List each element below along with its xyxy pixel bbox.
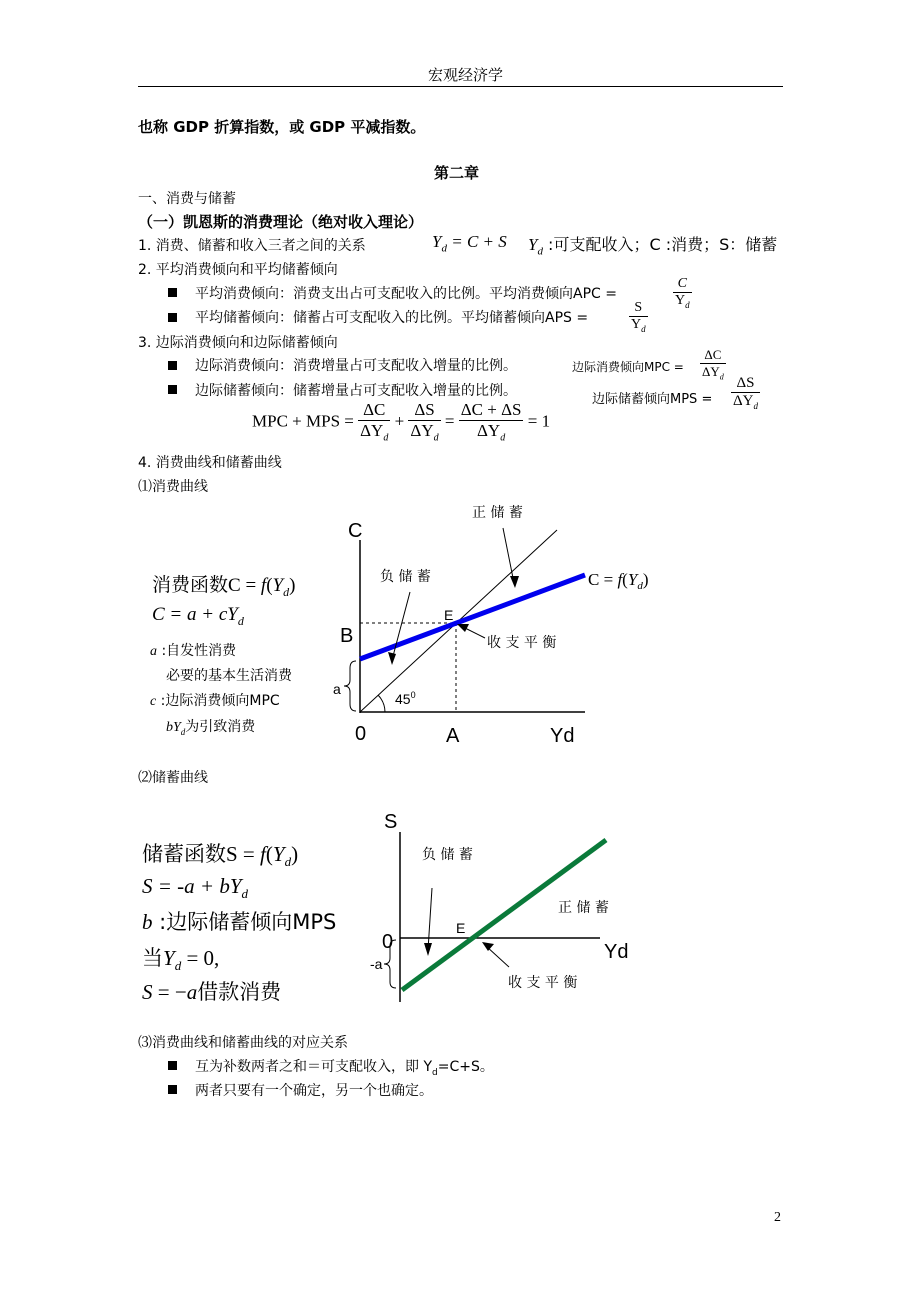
- consumption-func2: $C = a + cY_d$: [152, 604, 244, 628]
- saving-func1: 储蓄函数$S = f(Y_d)$: [142, 842, 299, 870]
- c-curve-label: $C = f(Y_d)$: [588, 570, 649, 592]
- c-brace-label: a: [333, 681, 341, 697]
- mps-text: 边际储蓄倾向：储蓄增量占可支配收入增量的比例。: [195, 383, 517, 399]
- aps-fraction: $\frac{S}{Y_d}$: [631, 300, 646, 334]
- s-neg-arrowhead: [424, 943, 432, 956]
- mps-formula-label: 边际储蓄倾向MPS =: [592, 392, 713, 407]
- item1-formula: $Y_d = C + S$: [432, 232, 507, 255]
- note-c: c :边际消费倾向MPC: [150, 693, 280, 709]
- saving-func5: S = −a借款消费: [142, 980, 282, 1004]
- note-a: a :自发性消费: [150, 643, 237, 659]
- saving-func4: 当$Y_d = 0$,: [142, 946, 220, 974]
- subsection-heading: （一）凯恩斯的消费理论（绝对收入理论）: [138, 213, 424, 231]
- chapter-title: 第二章: [434, 164, 480, 182]
- saving-func3: b :边际储蓄倾向MPS: [142, 910, 337, 934]
- item4-title: 4. 消费曲线和储蓄曲线: [138, 455, 282, 471]
- s-x-label: Yd: [604, 941, 629, 963]
- mpc-fraction: $\frac{\Delta C}{\Delta Y_d}$: [702, 347, 724, 382]
- note-a2: 必要的基本生活消费: [166, 668, 292, 684]
- c-balance: 收 支 平 衡: [487, 635, 557, 651]
- c-angle-label: $45^0$: [395, 690, 416, 707]
- c-b-label: B: [340, 625, 354, 647]
- c-y-label: C: [348, 520, 363, 542]
- c-origin-label: 0: [355, 723, 367, 745]
- consumption-subtitle: ⑴消费曲线: [138, 479, 208, 495]
- saving-func2: $S = -a + bY_d$: [142, 874, 249, 902]
- mpc-mps-sum: MPC + MPS = $\frac{\Delta C}{\Delta Y_d}$ + $\frac{\Delta S}{\Delta Y_d}$ = $\frac{\Delta C + \Delta S}{\Delta Y_d}$ = 1: [252, 400, 551, 444]
- c-pos-saving: 正 储 蓄: [472, 505, 523, 521]
- c-e-label: E: [444, 607, 454, 623]
- mpc-text: 边际消费倾向：消费增量占可支配收入增量的比例。: [195, 358, 517, 374]
- relation-bullet1: 互为补数两者之和＝可支配收入，即 $Y_d=C+S$。: [195, 1059, 494, 1078]
- bullet-square: [168, 1061, 177, 1070]
- item2-title: 2. 平均消费倾向和平均储蓄倾向: [138, 262, 338, 278]
- section-heading: 一、消费与储蓄: [138, 191, 236, 207]
- s-e-label: E: [456, 920, 466, 936]
- apc-fraction: $\frac{C}{Y_d}$: [675, 276, 690, 310]
- relation-subtitle: ⑶消费曲线和储蓄曲线的对应关系: [138, 1035, 348, 1051]
- s-y-label: S: [384, 811, 398, 833]
- s-origin-label: 0: [382, 931, 394, 953]
- note-b: $bY_d$为引致消费: [166, 719, 256, 737]
- s-brace-label: -a: [370, 956, 383, 972]
- s-balance-arrowhead: [482, 942, 494, 951]
- item1-definition: $Y_d$ :可支配收入；C :消费；S：储蓄: [528, 235, 778, 258]
- page-number: 2: [774, 1210, 781, 1225]
- intro-line: 也称 GDP 折算指数，或 GDP 平减指数。: [138, 118, 426, 136]
- relation-bullet2: 两者只要有一个确定，另一个也确定。: [195, 1083, 433, 1099]
- c-x-label: Yd: [550, 725, 575, 747]
- s-neg-arrow: [428, 888, 432, 950]
- aps-text: 平均储蓄倾向：储蓄占可支配收入的比例。平均储蓄倾向APS =: [195, 310, 589, 326]
- mpc-formula-label: 边际消费倾向MPC =: [572, 360, 684, 374]
- bullet-square: [168, 1085, 177, 1094]
- s-neg-saving: 负 储 蓄: [422, 847, 473, 863]
- item3-title: 3. 边际消费倾向和边际储蓄倾向: [138, 335, 338, 351]
- consumption-func1: 消费函数$C = f(Y_d)$: [152, 574, 296, 599]
- apc-text: 平均消费倾向：消费支出占可支配收入的比例。平均消费倾向APC =: [195, 286, 617, 302]
- c-neg-saving: 负 储 蓄: [380, 569, 431, 585]
- mps-fraction: $\frac{\Delta S}{\Delta Y_d}$: [733, 375, 758, 411]
- c-a-label: A: [446, 725, 460, 747]
- header-title: 宏观经济学: [428, 66, 504, 84]
- saving-subtitle: ⑵储蓄曲线: [138, 770, 208, 786]
- s-pos-saving: 正 储 蓄: [558, 900, 609, 916]
- s-balance: 收 支 平 衡: [508, 975, 578, 991]
- item1-text: 1. 消费、储蓄和收入三者之间的关系: [138, 238, 366, 254]
